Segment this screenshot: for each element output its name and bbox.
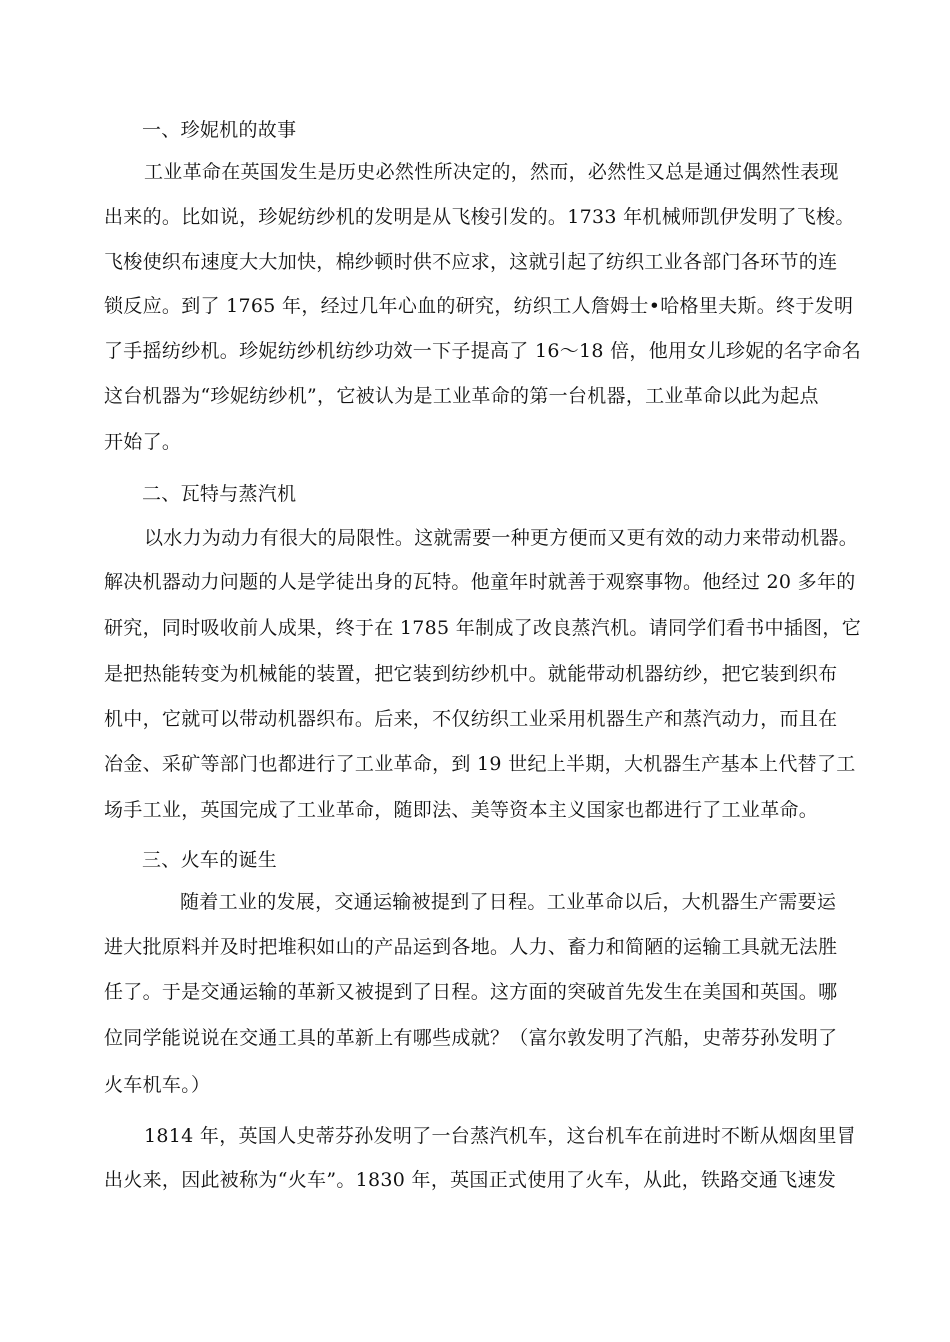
paragraph-line: 锁反应。到了 1765 年，经过几年心血的研究，纺织工人詹姆士•哈格里夫斯。终于发明 <box>104 295 854 317</box>
paragraph-line: 机中，它就可以带动机器织布。后来，不仅纺织工业采用机器生产和蒸汽动力，而且在 <box>104 708 838 730</box>
paragraph-line: 冶金、采矿等部门也都进行了工业革命，到 19 世纪上半期，大机器生产基本上代替了工 <box>104 753 856 775</box>
paragraph-line: 随着工业的发展，交通运输被提到了日程。工业革命以后，大机器生产需要运 <box>180 891 837 913</box>
paragraph-line: 解决机器动力问题的人是学徒出身的瓦特。他童年时就善于观察事物。他经过 20 多年的 <box>104 571 856 593</box>
paragraph-line: 任了。于是交通运输的革新又被提到了日程。这方面的突破首先发生在美国和英国。哪 <box>104 981 838 1003</box>
paragraph-line: 研究，同时吸收前人成果，终于在 1785 年制成了改良蒸汽机。请同学们看书中插图，它 <box>104 617 862 639</box>
paragraph-line: 以水力为动力有很大的局限性。这就需要一种更方便而又更有效的动力来带动机器。 <box>144 527 859 549</box>
paragraph-line: 进大批原料并及时把堆积如山的产品运到各地。人力、畜力和简陋的运输工具就无法胜 <box>104 936 838 958</box>
paragraph-line: 开始了。 <box>104 431 182 453</box>
paragraph-line: 飞梭使织布速度大大加快，棉纱顿时供不应求，这就引起了纺织工业各部门各环节的连 <box>104 251 838 273</box>
paragraph-line: 了手摇纺纱机。珍妮纺纱机纺纱功效一下子提高了 16～18 倍，他用女儿珍妮的名字命名 <box>104 340 862 362</box>
paragraph-line: 是把热能转变为机械能的装置，把它装到纺纱机中。就能带动机器纺纱，把它装到织布 <box>104 663 838 685</box>
paragraph-line: 1814 年，英国人史蒂芬孙发明了一台蒸汽机车，这台机车在前进时不断从烟囱里冒 <box>144 1125 857 1147</box>
paragraph-line: 这台机器为“珍妮纺纱机”，它被认为是工业革命的第一台机器，工业革命以此为起点 <box>104 385 819 407</box>
paragraph-line: 场手工业，英国完成了工业革命，随即法、美等资本主义国家也都进行了工业革命。 <box>104 799 819 821</box>
paragraph-line: 火车机车。） <box>104 1074 211 1096</box>
paragraph-line: 位同学能说说在交通工具的革新上有哪些成就？（富尔敦发明了汽船，史蒂芬孙发明了 <box>104 1027 838 1049</box>
paragraph-line: 出来的。比如说，珍妮纺纱机的发明是从飞梭引发的。1733 年机械师凯伊发明了飞梭。 <box>104 206 855 228</box>
section-heading-3: 三、火车的诞生 <box>142 849 278 871</box>
paragraph-line: 工业革命在英国发生是历史必然性所决定的，然而，必然性又总是通过偶然性表现 <box>144 161 839 183</box>
section-heading-1: 一、珍妮机的故事 <box>142 119 297 141</box>
section-heading-2: 二、瓦特与蒸汽机 <box>142 483 297 505</box>
paragraph-line: 出火来，因此被称为“火车”。1830 年，英国正式使用了火车，从此，铁路交通飞速发 <box>104 1169 837 1191</box>
